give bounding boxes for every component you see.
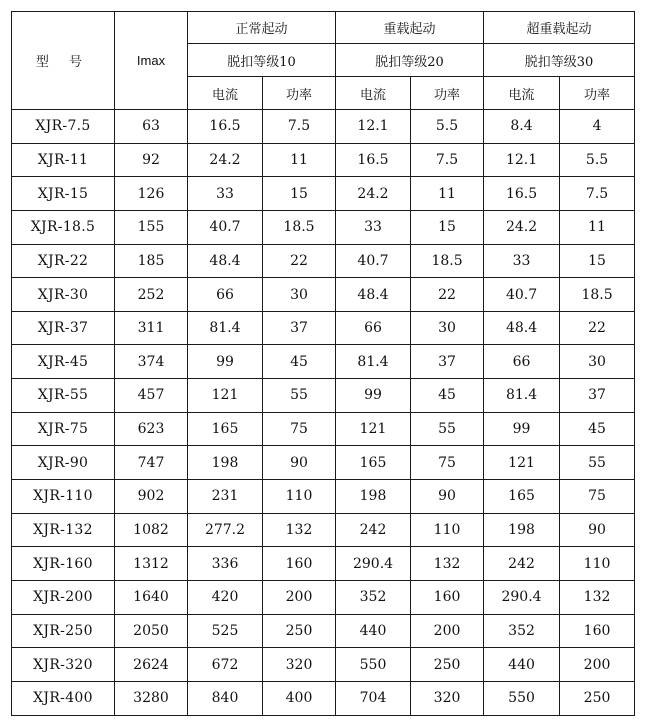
heavy-current-cell: 290.4 bbox=[336, 547, 411, 581]
table-row bbox=[12, 278, 635, 312]
imax-cell: 1312 bbox=[115, 547, 188, 581]
extra-heavy-power-cell: 4 bbox=[560, 110, 635, 144]
extra-heavy-current-cell: 33 bbox=[484, 244, 560, 278]
extra-heavy-power-cell: 90 bbox=[560, 513, 635, 547]
heavy-power-cell: 55 bbox=[411, 412, 484, 446]
normal-current-cell: 121 bbox=[188, 379, 263, 413]
normal-power-cell: 160 bbox=[263, 547, 336, 581]
model-cell: XJR-160 bbox=[12, 547, 115, 581]
normal-power-cell: 11 bbox=[263, 143, 336, 177]
heavy-current-cell: 16.5 bbox=[336, 143, 411, 177]
model-cell: XJR-250 bbox=[12, 614, 115, 648]
heavy-current-cell: 12.1 bbox=[336, 110, 411, 144]
extra-heavy-power-cell: 110 bbox=[560, 547, 635, 581]
heavy-current-cell: 33 bbox=[336, 210, 411, 244]
table-row bbox=[12, 648, 635, 682]
normal-current-cell: 231 bbox=[188, 480, 263, 514]
heavy-power-cell: 11 bbox=[411, 177, 484, 211]
table-row bbox=[12, 177, 635, 211]
extra-heavy-current-cell: 99 bbox=[484, 412, 560, 446]
extra-heavy-power-cell: 45 bbox=[560, 412, 635, 446]
model-cell: XJR-200 bbox=[12, 580, 115, 614]
table-row bbox=[12, 311, 635, 345]
imax-cell: 1082 bbox=[115, 513, 188, 547]
heavy-current-cell: 66 bbox=[336, 311, 411, 345]
header-current: 电流 bbox=[484, 77, 560, 110]
motor-protector-spec-table bbox=[11, 11, 635, 716]
normal-power-cell: 75 bbox=[263, 412, 336, 446]
extra-heavy-power-cell: 132 bbox=[560, 580, 635, 614]
model-cell: XJR-110 bbox=[12, 480, 115, 514]
normal-power-cell: 55 bbox=[263, 379, 336, 413]
normal-current-cell: 198 bbox=[188, 446, 263, 480]
extra-heavy-current-cell: 290.4 bbox=[484, 580, 560, 614]
header-trip-class-30: 脱扣等级30 bbox=[484, 44, 635, 77]
model-cell: XJR-37 bbox=[12, 311, 115, 345]
imax-cell: 155 bbox=[115, 210, 188, 244]
heavy-power-cell: 110 bbox=[411, 513, 484, 547]
heavy-power-cell: 5.5 bbox=[411, 110, 484, 144]
table-row bbox=[12, 143, 635, 177]
normal-current-cell: 165 bbox=[188, 412, 263, 446]
extra-heavy-power-cell: 11 bbox=[560, 210, 635, 244]
extra-heavy-power-cell: 250 bbox=[560, 681, 635, 715]
imax-cell: 457 bbox=[115, 379, 188, 413]
heavy-current-cell: 550 bbox=[336, 648, 411, 682]
normal-power-cell: 30 bbox=[263, 278, 336, 312]
normal-current-cell: 672 bbox=[188, 648, 263, 682]
imax-cell: 92 bbox=[115, 143, 188, 177]
model-cell: XJR-90 bbox=[12, 446, 115, 480]
heavy-current-cell: 704 bbox=[336, 681, 411, 715]
header-normal-start: 正常起动 bbox=[188, 12, 336, 44]
normal-power-cell: 400 bbox=[263, 681, 336, 715]
heavy-power-cell: 7.5 bbox=[411, 143, 484, 177]
header-power: 功率 bbox=[263, 77, 336, 110]
heavy-power-cell: 30 bbox=[411, 311, 484, 345]
heavy-current-cell: 121 bbox=[336, 412, 411, 446]
table-body bbox=[12, 110, 635, 716]
normal-current-cell: 40.7 bbox=[188, 210, 263, 244]
heavy-current-cell: 165 bbox=[336, 446, 411, 480]
table-row bbox=[12, 513, 635, 547]
imax-cell: 63 bbox=[115, 110, 188, 144]
table-row bbox=[12, 412, 635, 446]
imax-cell: 185 bbox=[115, 244, 188, 278]
header-extra-heavy-start: 超重载起动 bbox=[484, 12, 635, 44]
header-heavy-start: 重载起动 bbox=[336, 12, 484, 44]
model-cell: XJR-45 bbox=[12, 345, 115, 379]
heavy-current-cell: 24.2 bbox=[336, 177, 411, 211]
extra-heavy-power-cell: 75 bbox=[560, 480, 635, 514]
extra-heavy-current-cell: 198 bbox=[484, 513, 560, 547]
normal-power-cell: 22 bbox=[263, 244, 336, 278]
model-cell: XJR-30 bbox=[12, 278, 115, 312]
heavy-power-cell: 45 bbox=[411, 379, 484, 413]
table-row bbox=[12, 110, 635, 144]
heavy-current-cell: 81.4 bbox=[336, 345, 411, 379]
header-power: 功率 bbox=[411, 77, 484, 110]
table-row bbox=[12, 681, 635, 715]
heavy-current-cell: 40.7 bbox=[336, 244, 411, 278]
table-row bbox=[12, 244, 635, 278]
model-cell: XJR-7.5 bbox=[12, 110, 115, 144]
extra-heavy-power-cell: 160 bbox=[560, 614, 635, 648]
extra-heavy-power-cell: 15 bbox=[560, 244, 635, 278]
header-imax: Imax bbox=[115, 12, 188, 110]
model-cell: XJR-75 bbox=[12, 412, 115, 446]
imax-cell: 2624 bbox=[115, 648, 188, 682]
extra-heavy-current-cell: 66 bbox=[484, 345, 560, 379]
extra-heavy-current-cell: 165 bbox=[484, 480, 560, 514]
extra-heavy-current-cell: 24.2 bbox=[484, 210, 560, 244]
extra-heavy-power-cell: 5.5 bbox=[560, 143, 635, 177]
table-row bbox=[12, 547, 635, 581]
model-cell: XJR-18.5 bbox=[12, 210, 115, 244]
model-cell: XJR-55 bbox=[12, 379, 115, 413]
normal-power-cell: 250 bbox=[263, 614, 336, 648]
extra-heavy-current-cell: 48.4 bbox=[484, 311, 560, 345]
model-cell: XJR-15 bbox=[12, 177, 115, 211]
table-row bbox=[12, 210, 635, 244]
heavy-power-cell: 15 bbox=[411, 210, 484, 244]
extra-heavy-power-cell: 30 bbox=[560, 345, 635, 379]
extra-heavy-current-cell: 352 bbox=[484, 614, 560, 648]
imax-cell: 311 bbox=[115, 311, 188, 345]
model-cell: XJR-132 bbox=[12, 513, 115, 547]
imax-cell: 747 bbox=[115, 446, 188, 480]
extra-heavy-current-cell: 40.7 bbox=[484, 278, 560, 312]
header-trip-class-20: 脱扣等级20 bbox=[336, 44, 484, 77]
heavy-power-cell: 200 bbox=[411, 614, 484, 648]
model-cell: XJR-400 bbox=[12, 681, 115, 715]
header-power: 功率 bbox=[560, 77, 635, 110]
table-row bbox=[12, 345, 635, 379]
imax-cell: 3280 bbox=[115, 681, 188, 715]
extra-heavy-power-cell: 55 bbox=[560, 446, 635, 480]
imax-cell: 902 bbox=[115, 480, 188, 514]
heavy-current-cell: 99 bbox=[336, 379, 411, 413]
normal-current-cell: 16.5 bbox=[188, 110, 263, 144]
normal-power-cell: 200 bbox=[263, 580, 336, 614]
extra-heavy-current-cell: 8.4 bbox=[484, 110, 560, 144]
header-current: 电流 bbox=[188, 77, 263, 110]
normal-current-cell: 66 bbox=[188, 278, 263, 312]
normal-current-cell: 277.2 bbox=[188, 513, 263, 547]
heavy-power-cell: 320 bbox=[411, 681, 484, 715]
normal-power-cell: 15 bbox=[263, 177, 336, 211]
table-row bbox=[12, 480, 635, 514]
header-current: 电流 bbox=[336, 77, 411, 110]
normal-current-cell: 24.2 bbox=[188, 143, 263, 177]
heavy-power-cell: 90 bbox=[411, 480, 484, 514]
heavy-power-cell: 132 bbox=[411, 547, 484, 581]
extra-heavy-current-cell: 440 bbox=[484, 648, 560, 682]
extra-heavy-current-cell: 16.5 bbox=[484, 177, 560, 211]
heavy-power-cell: 37 bbox=[411, 345, 484, 379]
heavy-power-cell: 250 bbox=[411, 648, 484, 682]
extra-heavy-power-cell: 7.5 bbox=[560, 177, 635, 211]
model-cell: XJR-22 bbox=[12, 244, 115, 278]
table-row bbox=[12, 580, 635, 614]
extra-heavy-power-cell: 22 bbox=[560, 311, 635, 345]
normal-current-cell: 33 bbox=[188, 177, 263, 211]
normal-power-cell: 45 bbox=[263, 345, 336, 379]
imax-cell: 374 bbox=[115, 345, 188, 379]
model-cell: XJR-11 bbox=[12, 143, 115, 177]
imax-cell: 2050 bbox=[115, 614, 188, 648]
imax-cell: 1640 bbox=[115, 580, 188, 614]
table-row bbox=[12, 614, 635, 648]
imax-cell: 126 bbox=[115, 177, 188, 211]
normal-current-cell: 81.4 bbox=[188, 311, 263, 345]
normal-power-cell: 110 bbox=[263, 480, 336, 514]
extra-heavy-current-cell: 81.4 bbox=[484, 379, 560, 413]
table-row bbox=[12, 379, 635, 413]
normal-power-cell: 18.5 bbox=[263, 210, 336, 244]
header-model: 型 号 bbox=[12, 12, 115, 110]
heavy-current-cell: 242 bbox=[336, 513, 411, 547]
header-trip-class-10: 脱扣等级10 bbox=[188, 44, 336, 77]
normal-current-cell: 336 bbox=[188, 547, 263, 581]
heavy-power-cell: 18.5 bbox=[411, 244, 484, 278]
extra-heavy-current-cell: 550 bbox=[484, 681, 560, 715]
normal-power-cell: 90 bbox=[263, 446, 336, 480]
imax-cell: 623 bbox=[115, 412, 188, 446]
extra-heavy-current-cell: 12.1 bbox=[484, 143, 560, 177]
normal-power-cell: 37 bbox=[263, 311, 336, 345]
table-row bbox=[12, 446, 635, 480]
heavy-current-cell: 198 bbox=[336, 480, 411, 514]
normal-power-cell: 320 bbox=[263, 648, 336, 682]
normal-power-cell: 7.5 bbox=[263, 110, 336, 144]
imax-cell: 252 bbox=[115, 278, 188, 312]
normal-current-cell: 99 bbox=[188, 345, 263, 379]
model-cell: XJR-320 bbox=[12, 648, 115, 682]
normal-current-cell: 840 bbox=[188, 681, 263, 715]
extra-heavy-power-cell: 200 bbox=[560, 648, 635, 682]
extra-heavy-power-cell: 37 bbox=[560, 379, 635, 413]
heavy-power-cell: 75 bbox=[411, 446, 484, 480]
heavy-power-cell: 22 bbox=[411, 278, 484, 312]
normal-current-cell: 525 bbox=[188, 614, 263, 648]
extra-heavy-current-cell: 121 bbox=[484, 446, 560, 480]
heavy-current-cell: 352 bbox=[336, 580, 411, 614]
normal-current-cell: 48.4 bbox=[188, 244, 263, 278]
extra-heavy-power-cell: 18.5 bbox=[560, 278, 635, 312]
heavy-power-cell: 160 bbox=[411, 580, 484, 614]
heavy-current-cell: 48.4 bbox=[336, 278, 411, 312]
normal-power-cell: 132 bbox=[263, 513, 336, 547]
heavy-current-cell: 440 bbox=[336, 614, 411, 648]
extra-heavy-current-cell: 242 bbox=[484, 547, 560, 581]
normal-current-cell: 420 bbox=[188, 580, 263, 614]
